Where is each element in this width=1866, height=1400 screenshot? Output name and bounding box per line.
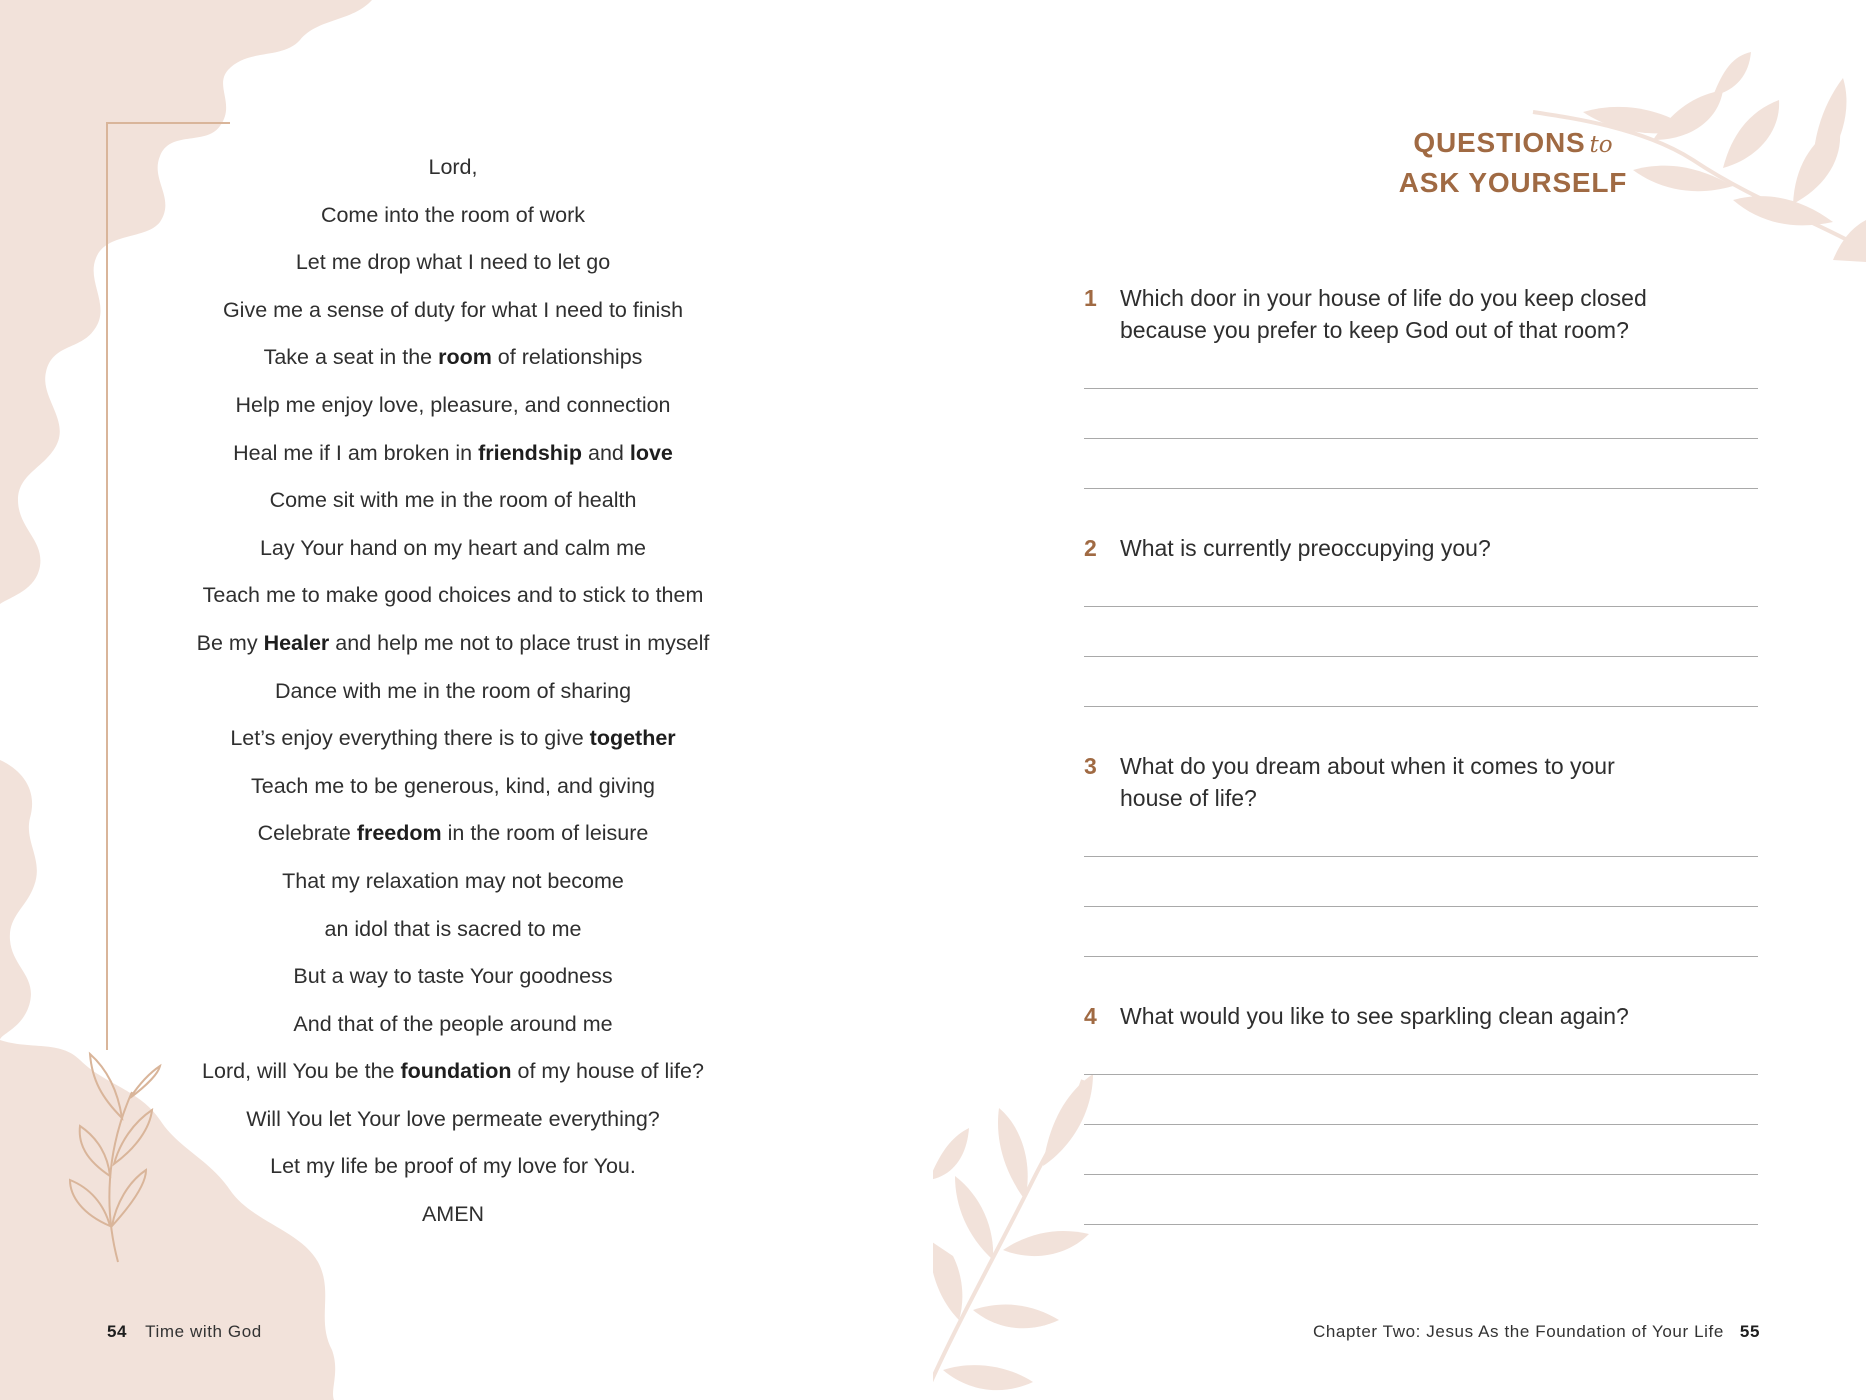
prayer-line bbox=[140, 1193, 766, 1241]
answer-line[interactable] bbox=[1084, 1224, 1758, 1225]
prayer-text-run: Celebrate bbox=[257, 821, 357, 846]
question-number: 4 bbox=[1084, 1003, 1097, 1029]
question-2 bbox=[1084, 532, 1704, 564]
prayer-text bbox=[140, 146, 766, 1241]
page-number: 55 bbox=[1739, 1322, 1760, 1341]
answer-line[interactable] bbox=[1084, 656, 1758, 657]
prayer-line bbox=[140, 717, 766, 765]
heading-line-1: QUESTIONS bbox=[1413, 127, 1586, 158]
question-text: because you prefer to keep God out of that room? bbox=[1120, 317, 1629, 343]
question-4 bbox=[1084, 1000, 1704, 1032]
prayer-line bbox=[140, 289, 766, 337]
prayer-text-run: Come into the room of work bbox=[320, 202, 586, 227]
question-text: What would you like to see sparkling clean again? bbox=[1120, 1003, 1629, 1029]
question-3 bbox=[1084, 750, 1704, 814]
leaf-branch-icon bbox=[933, 0, 1866, 1400]
prayer-line bbox=[140, 574, 766, 622]
answer-line[interactable] bbox=[1084, 856, 1758, 857]
page-footer-right bbox=[1313, 1322, 1760, 1342]
prayer-text-run: Dance with me in the room of sharing bbox=[274, 678, 632, 703]
answer-line[interactable] bbox=[1084, 1124, 1758, 1125]
prayer-line bbox=[140, 765, 766, 813]
prayer-text-run: Teach me to be generous, kind, and giving bbox=[251, 773, 655, 798]
running-title: Time with God bbox=[145, 1322, 262, 1341]
heading-line-2: ASK YOURSELF bbox=[1398, 167, 1628, 198]
question-number: 1 bbox=[1084, 285, 1097, 311]
prayer-text-run: Give me a sense of duty for what I need to finish bbox=[222, 297, 684, 322]
prayer-line bbox=[140, 812, 766, 860]
running-title: Chapter Two: Jesus As the Foundation of Your Life bbox=[1312, 1322, 1724, 1341]
prayer-text-run: Let my life be proof of my love for You. bbox=[270, 1154, 636, 1179]
prayer-text-run: and help me not to place trust in myself bbox=[329, 630, 710, 655]
prayer-text-run: And that of the people around me bbox=[293, 1011, 613, 1036]
prayer-text-run: in the room of leisure bbox=[441, 821, 649, 846]
emphasized-word: Healer bbox=[263, 630, 330, 655]
emphasized-word: love bbox=[629, 440, 673, 465]
answer-line[interactable] bbox=[1084, 906, 1758, 907]
prayer-line bbox=[140, 860, 766, 908]
answer-line[interactable] bbox=[1084, 706, 1758, 707]
prayer-line bbox=[140, 194, 766, 242]
emphasized-word: friendship bbox=[478, 440, 583, 465]
prayer-line bbox=[140, 670, 766, 718]
prayer-text-run: of my house of life? bbox=[511, 1059, 704, 1084]
prayer-text-run: an idol that is sacred to me bbox=[324, 916, 582, 941]
question-number: 2 bbox=[1084, 535, 1097, 561]
emphasized-word: room bbox=[438, 345, 492, 370]
prayer-text-run: Will You let Your love permeate everything? bbox=[246, 1106, 660, 1131]
right-page bbox=[933, 0, 1866, 1400]
question-text: house of life? bbox=[1120, 785, 1257, 811]
prayer-text-run: Lay Your hand on my heart and calm me bbox=[259, 535, 647, 560]
page-number: 54 bbox=[107, 1322, 128, 1341]
prayer-line bbox=[140, 1145, 766, 1193]
answer-line[interactable] bbox=[1084, 388, 1758, 389]
prayer-text-run: Lord, bbox=[428, 155, 478, 179]
prayer-text-run: But a way to taste Your goodness bbox=[293, 964, 613, 989]
prayer-line bbox=[140, 908, 766, 956]
emphasized-word: together bbox=[589, 726, 676, 751]
prayer-line bbox=[140, 622, 766, 670]
answer-line[interactable] bbox=[1084, 1074, 1758, 1075]
question-1 bbox=[1084, 282, 1704, 346]
question-text: What do you dream about when it comes to your bbox=[1120, 753, 1615, 779]
prayer-line bbox=[140, 1098, 766, 1146]
prayer-line bbox=[140, 384, 766, 432]
prayer-line bbox=[140, 955, 766, 1003]
answer-line[interactable] bbox=[1084, 438, 1758, 439]
prayer-text-run: Lord, will You be the bbox=[202, 1059, 401, 1084]
prayer-text-run: Help me enjoy love, pleasure, and connection bbox=[235, 392, 671, 417]
section-heading bbox=[1273, 124, 1753, 201]
prayer-line bbox=[140, 1003, 766, 1051]
question-text: What is currently preoccupying you? bbox=[1120, 535, 1491, 561]
answer-line[interactable] bbox=[1084, 488, 1758, 489]
prayer-text-run: Be my bbox=[196, 630, 264, 655]
answer-line[interactable] bbox=[1084, 956, 1758, 957]
emphasized-word: freedom bbox=[356, 821, 442, 846]
prayer-text-run: Teach me to make good choices and to stick to them bbox=[202, 583, 704, 608]
prayer-text-run: Let’s enjoy everything there is to give bbox=[230, 726, 590, 751]
prayer-line bbox=[140, 527, 766, 575]
prayer-text-run: Let me drop what I need to let go bbox=[295, 250, 611, 275]
prayer-line bbox=[140, 241, 766, 289]
prayer-line bbox=[140, 432, 766, 480]
emphasized-word: foundation bbox=[400, 1059, 512, 1084]
page-footer-left bbox=[107, 1322, 262, 1342]
answer-line[interactable] bbox=[1084, 1174, 1758, 1175]
prayer-text-run: That my relaxation may not become bbox=[282, 868, 624, 893]
prayer-text-run: AMEN bbox=[421, 1202, 485, 1227]
heading-script-word: to bbox=[1589, 132, 1613, 158]
question-number: 3 bbox=[1084, 753, 1097, 779]
prayer-line bbox=[140, 336, 766, 384]
prayer-text-run: Heal me if I am broken in bbox=[233, 440, 479, 465]
prayer-text-run: Come sit with me in the room of health bbox=[269, 488, 637, 513]
prayer-line bbox=[140, 1050, 766, 1098]
prayer-line bbox=[140, 146, 766, 194]
prayer-text-run: and bbox=[582, 440, 630, 465]
prayer-text-run: Take a seat in the bbox=[263, 345, 439, 370]
prayer-line bbox=[140, 479, 766, 527]
prayer-text-run: of relationships bbox=[491, 345, 643, 370]
answer-line[interactable] bbox=[1084, 606, 1758, 607]
question-text: Which door in your house of life do you keep closed bbox=[1120, 285, 1647, 311]
